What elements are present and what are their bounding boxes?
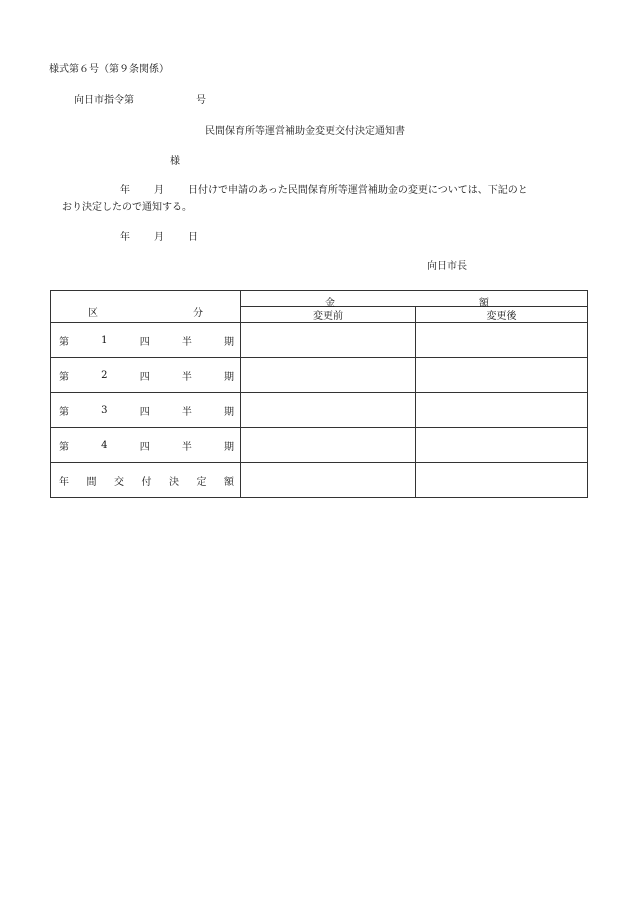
row-label [51,463,241,498]
header-amount-1: 金 [325,298,335,309]
amount-after-cell[interactable] [416,323,588,358]
document-title: 民間保育所等運営補助金変更交付決定通知書 [205,126,405,137]
row-label-char: 半 [181,336,192,348]
row-label-char: 3 [101,404,108,416]
amount-before-cell[interactable] [241,323,416,358]
row-label-char: 第 [59,441,69,453]
row-label [51,323,241,358]
amount-before-cell[interactable] [241,393,416,428]
amount-after-cell[interactable] [416,358,588,393]
row-label-char: 年 [59,476,69,488]
amount-after-cell[interactable] [416,428,588,463]
instruction-prefix: 向日市指令第 [74,95,134,106]
table-row [51,463,588,498]
row-label-char: 2 [101,369,108,381]
header-amount [241,291,588,307]
table-row [51,358,588,393]
row-label-char: 決 [169,476,179,488]
row-label-char: 1 [101,334,108,346]
issuer: 向日市長 [427,261,467,272]
row-label-char: 半 [181,371,192,383]
amount-before-cell[interactable] [241,428,416,463]
date-day: 日 [188,232,198,243]
row-label-char: 付 [141,476,152,488]
header-amount-2: 額 [479,298,489,309]
amount-before-cell[interactable] [241,358,416,393]
table-row [51,323,588,358]
row-label-char: 四 [139,336,150,348]
amount-table [50,290,588,498]
row-label [51,393,241,428]
amount-after-cell[interactable] [416,393,588,428]
body-month: 月 [154,185,164,196]
body-line-1-text: 日付けで申請のあった民間保育所等運営補助金の変更については、下記のと [188,185,528,196]
row-label-char: 四 [139,441,150,453]
row-label-char: 第 [59,406,69,418]
row-label-char: 期 [224,371,234,383]
header-before: 変更前 [241,307,416,323]
form-number: 様式第６号（第９条関係） [49,64,169,75]
header-kubun [51,291,241,323]
row-label-char: 定 [196,476,207,488]
amount-before-cell[interactable] [241,463,416,498]
row-label-char: 交 [114,476,124,488]
row-label-char: 四 [139,371,150,383]
table-row [51,393,588,428]
row-label-char: 期 [224,336,234,348]
issue-date [120,233,198,243]
header-kubun-2: 分 [193,308,203,319]
header-kubun-1: 区 [88,308,98,319]
body-year: 年 [120,185,130,196]
amount-after-cell[interactable] [416,463,588,498]
row-label [51,428,241,463]
addressee: 様 [170,156,180,167]
row-label-char: 期 [224,406,234,418]
date-year: 年 [120,232,130,243]
table-row [51,428,588,463]
row-label-char: 間 [86,476,97,488]
row-label-char: 半 [181,406,192,418]
row-label-char: 第 [59,371,69,383]
row-label-char: 期 [224,441,234,453]
instruction-number [74,96,206,106]
row-label-char: 半 [181,441,192,453]
row-label-char: 四 [139,406,150,418]
instruction-suffix: 号 [196,95,206,106]
header-after: 変更後 [416,307,588,323]
body-line-1 [120,186,528,196]
body-line-2: おり決定したので通知する。 [62,202,192,213]
row-label-char: 4 [101,439,108,451]
row-label-char: 第 [59,336,69,348]
row-label-char: 額 [224,476,234,488]
row-label [51,358,241,393]
date-month: 月 [154,232,164,243]
